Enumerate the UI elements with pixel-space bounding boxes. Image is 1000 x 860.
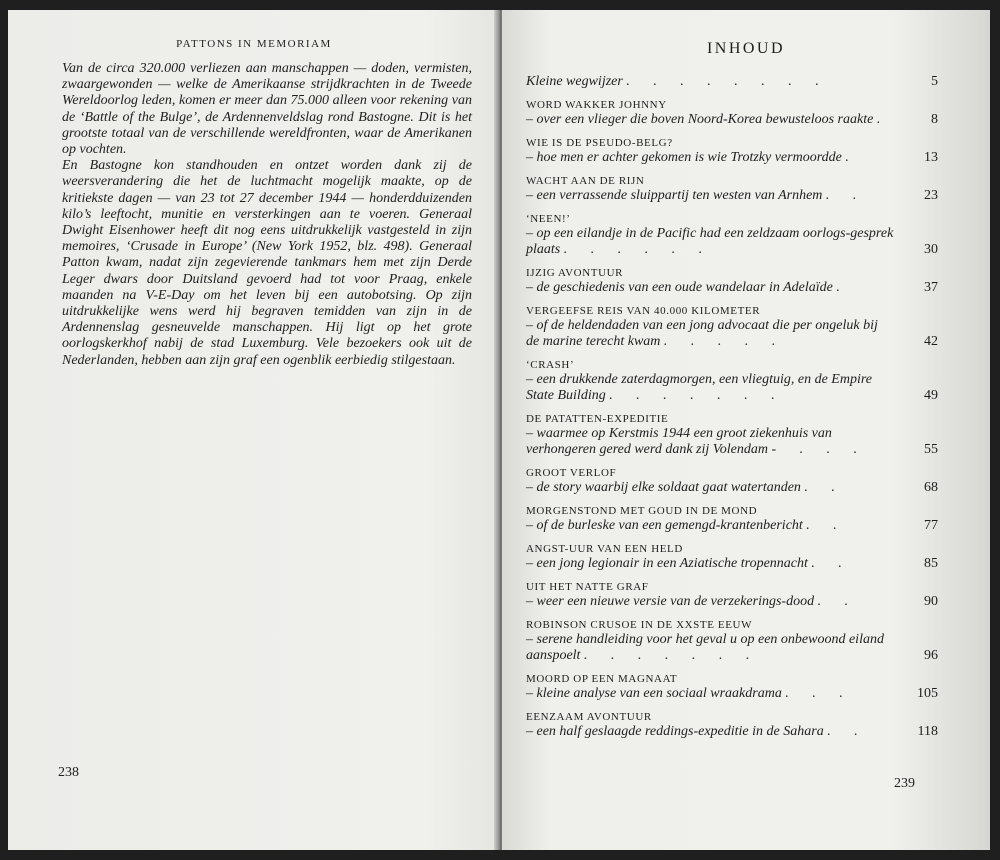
dot-leader: . — [836, 280, 850, 295]
toc-entry-title: VERGEEFSE REIS VAN 40.000 KILOMETER — [526, 305, 761, 317]
toc-entry-description — [526, 280, 938, 296]
dot-leader: - . . . — [771, 442, 868, 457]
dot-leader: . . — [804, 480, 845, 495]
page-number-right: 239 — [894, 776, 915, 791]
toc-entry-description — [526, 426, 938, 458]
page-number-left: 238 — [58, 765, 79, 780]
toc-entry-description — [526, 188, 938, 204]
toc-entry-description-text: – of de burleske van een gemengd-krantenbericht — [526, 518, 803, 533]
toc-entry-page-number: 37 — [924, 280, 938, 295]
toc-entry-description — [526, 686, 938, 702]
toc-entry-title: DE PATATTEN-EXPEDITIE — [526, 413, 669, 425]
toc-entry — [526, 618, 938, 664]
toc-entry-page-number: 49 — [924, 388, 938, 403]
toc-entry — [526, 542, 938, 572]
running-head: PATTONS IN MEMORIAM — [176, 38, 332, 50]
dot-leader: . . . — [785, 686, 853, 701]
dot-leader: . . — [827, 724, 868, 739]
toc-entry-title: MOORD OP EEN MAGNAAT — [526, 673, 678, 685]
dot-leader: . . . . . . . . — [626, 74, 829, 89]
toc-entry — [526, 304, 938, 350]
toc-entry — [526, 212, 938, 258]
dot-leader: . — [876, 112, 891, 127]
toc-entry-description — [526, 632, 938, 664]
dot-leader: . . — [811, 556, 852, 571]
toc-entry-page-number: 105 — [917, 686, 938, 701]
toc-entry-page-number: 90 — [924, 594, 938, 609]
toc-entry — [526, 74, 938, 90]
dot-leader: . . — [825, 188, 867, 203]
toc-entry-title: UIT HET NATTE GRAF — [526, 581, 649, 593]
toc-entry-description-text: – een verrassende sluippartij ten westen van Arnhem — [526, 188, 823, 203]
toc-entry — [526, 466, 938, 496]
toc-entry-description-text: – waarmee op Kerstmis 1944 een groot ziekenhuis van verhongeren gered werd dank zij Volendam — [526, 426, 832, 457]
toc-entry-title: ‘NEEN!’ — [526, 213, 571, 225]
toc-entry-description-text: – weer een nieuwe versie van de verzekerings-dood — [526, 594, 815, 609]
dot-leader: . . . . . . . — [609, 388, 785, 403]
toc-entry-page-number: 5 — [931, 74, 938, 89]
toc-entry-description-text: – een drukkende zaterdagmorgen, een vliegtuig, en de Empire State Building — [526, 372, 873, 403]
toc-entry — [526, 672, 938, 702]
toc-entry-page-number: 96 — [924, 648, 938, 663]
toc-entry-title: ANGST-UUR VAN EEN HELD — [526, 543, 683, 555]
paragraph: Van de circa 320.000 verliezen aan manschappen — doden, vermisten, zwaargewonden — welke de Amerikaanse strijdkrachten in de Tweede Wereldoorlog leden, komen er meer dan 75.000 alleen voor rekening van de ‘Battle of the Bulge’, de Ardennenveldslag rond Bastogne. Dit is het grootste totaal van de verschillende wereldfronten, waar de Amerikanen op vochten. — [62, 61, 472, 158]
toc-entry-page-number: 8 — [931, 112, 938, 127]
toc-entry-page-number: 85 — [924, 556, 938, 571]
toc-entry-description-text: – hoe men er achter gekomen is wie Trotzky vermoordde — [526, 150, 842, 165]
toc-entry-title: WACHT AAN DE RIJN — [526, 175, 645, 187]
toc-entry — [526, 266, 938, 296]
toc-entry — [526, 710, 938, 740]
toc-entry-title: MORGENSTOND MET GOUD IN DE MOND — [526, 505, 758, 517]
toc-entry-description — [526, 318, 938, 350]
paragraph: En Bastogne kon standhouden en ontzet worden dank zij de weersverandering die het de luchtmacht mogelijk maakte, op de kritiekste dagen — van 23 tot 27 december 1944 — honderdduizenden kilo’s leeftocht, munitie en versterkingen aan te voeren. Generaal Dwight Eisenhower heeft dit nog eens uitdrukkelijk vastgesteld in zijn memoires, ‘Crusade in Europe’ (New York 1952, blz. 498). Generaal Patton kwam, nadat zijn zegevierende tankmars hem met zijn Derde Leger dwars door Duitsland gevoerd had tot voor Praag, enkele maanden na V-E-Day om het leven bij een autobotsing. Op zijn uitdrukkelijke wens werd hij begraven temidden van zijn in de Ardennenslag gesneuvelde manschappen. Hij ligt op het grote oorlogskerkhof nabij de stad Luxemburg. Vele bezoekers ook uit de Nederlanden, hebben aan zijn graf een ogenblik eerbiedig stilgestaan. — [62, 158, 472, 368]
toc-entry-title: EENZAAM AVONTUUR — [526, 711, 652, 723]
toc-entry-title: ‘CRASH’ — [526, 359, 575, 371]
toc-entry — [526, 98, 938, 128]
toc-entry-title: IJZIG AVONTUUR — [526, 267, 624, 279]
table-of-contents — [526, 74, 938, 748]
toc-entry-description-text: – de story waarbij elke soldaat gaat watertanden — [526, 480, 801, 495]
dot-leader: . — [845, 150, 859, 165]
toc-entry-page-number: 13 — [924, 150, 938, 165]
toc-entry-page-number: 118 — [917, 724, 938, 739]
toc-entry-title: WORD WAKKER JOHNNY — [526, 99, 667, 111]
toc-entry-description — [526, 372, 938, 404]
toc-entry-description — [526, 150, 938, 166]
toc-entry-description — [526, 724, 938, 740]
right-page — [502, 10, 990, 850]
toc-entry-description-text: – over een vlieger die boven Noord-Korea bewusteloos raakte — [526, 112, 874, 127]
toc-entry-page-number: 42 — [924, 334, 938, 349]
toc-entry-description — [526, 480, 938, 496]
toc-entry — [526, 580, 938, 610]
toc-entry-description — [526, 226, 938, 258]
toc-entry-description-text: – een half geslaagde reddings-expeditie in de Sahara — [526, 724, 824, 739]
toc-entry — [526, 174, 938, 204]
toc-entry-description-text: – serene handleiding voor het geval u op een onbewoond eiland aanspoelt — [526, 632, 884, 663]
dot-leader: . . . . . . . — [583, 648, 760, 663]
toc-entry-description — [526, 112, 938, 128]
toc-entry-description-text: – een jong legionair in een Aziatische tropennacht — [526, 556, 808, 571]
toc-entry-title: ROBINSON CRUSOE IN DE XXSTE EEUW — [526, 619, 753, 631]
dot-leader: . . . . . . — [563, 242, 713, 257]
toc-entry — [526, 504, 938, 534]
toc-entry-description-text: Kleine wegwijzer — [526, 74, 623, 89]
toc-entry — [526, 136, 938, 166]
toc-entry-description-text: – kleine analyse van een sociaal wraakdrama — [526, 686, 782, 701]
dot-leader: . . . . . — [663, 334, 786, 349]
toc-entry-page-number: 30 — [924, 242, 938, 257]
toc-title: INHOUD — [706, 40, 786, 57]
toc-entry-description — [526, 556, 938, 572]
toc-entry-description — [526, 74, 938, 90]
toc-entry-description-text: – of de heldendaden van een jong advocaat die per ongeluk bij de marine terecht kwam — [526, 318, 878, 349]
toc-entry-title: WIE IS DE PSEUDO-BELG? — [526, 137, 673, 149]
toc-entry-page-number: 68 — [924, 480, 938, 495]
dot-leader: . . — [817, 594, 859, 609]
toc-entry-description-text: – de geschiedenis van een oude wandelaar in Adelaïde — [526, 280, 833, 295]
toc-entry-page-number: 77 — [924, 518, 938, 533]
toc-entry-description — [526, 594, 938, 610]
body-text — [62, 61, 472, 369]
toc-entry — [526, 358, 938, 404]
toc-entry — [526, 412, 938, 458]
toc-entry-description — [526, 518, 938, 534]
toc-entry-page-number: 55 — [924, 442, 938, 457]
left-page — [8, 10, 500, 850]
toc-entry-page-number: 23 — [924, 188, 938, 203]
dot-leader: . . — [806, 518, 847, 533]
toc-entry-title: GROOT VERLOF — [526, 467, 617, 479]
toc-entry-description-text: – op een eilandje in de Pacific had een zeldzaam oorlogs-gesprek plaats — [526, 226, 894, 257]
